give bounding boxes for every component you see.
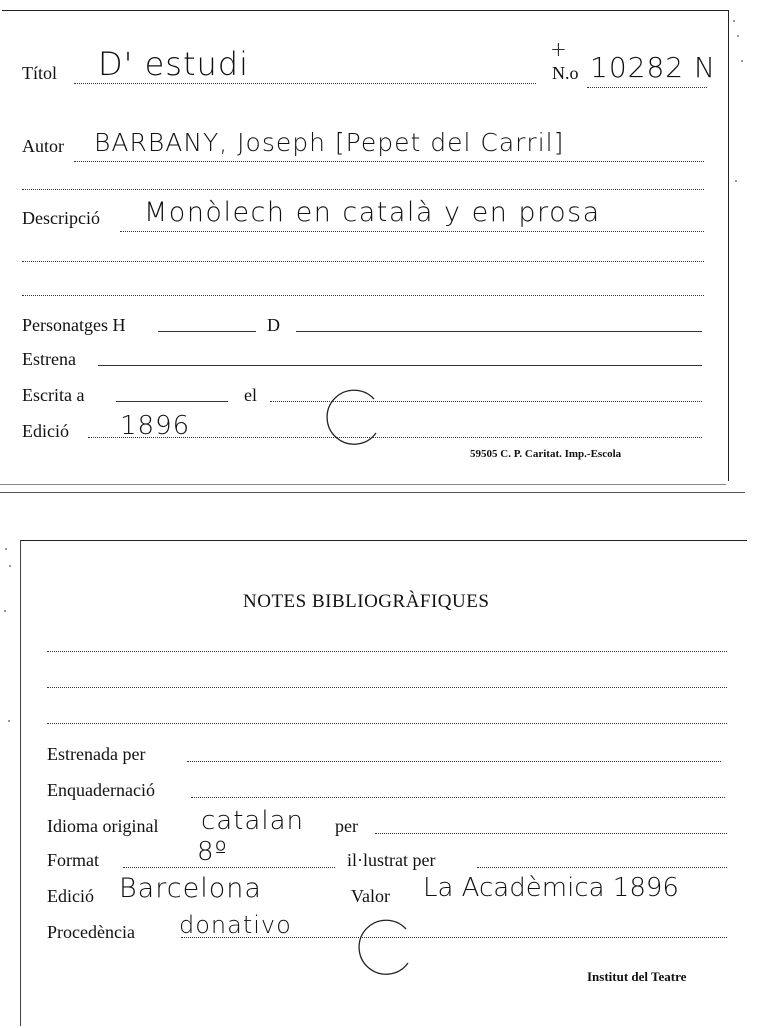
estrena-line [98, 365, 702, 366]
descripcio-line-2 [22, 261, 704, 262]
personatges-d-label: D [267, 315, 280, 335]
punch-hole-back [354, 915, 414, 979]
numero-value: 10282 N [590, 51, 716, 84]
procedencia-value: donativo [179, 911, 292, 939]
estrenada-line [187, 761, 721, 762]
idioma-per-line [375, 833, 727, 834]
card-separator-line-2 [0, 484, 726, 485]
descripcio-label: Descripció [22, 208, 100, 228]
autor-value: BARBANY, Joseph [Pepet del Carril] [94, 128, 565, 157]
idioma-value: catalan [201, 806, 304, 836]
edicio-label: Edició [22, 421, 69, 441]
back-edicio-value: Barcelona [119, 873, 262, 904]
autor-label: Autor [22, 136, 64, 156]
descripcio-line [120, 231, 704, 232]
card-separator-line [0, 492, 745, 493]
cross-mark: + [550, 37, 568, 61]
procedencia-line [181, 937, 727, 938]
printer-credit: 59505 C. P. Caritat. Imp.-Escola [470, 448, 622, 460]
personatges-d-line [296, 331, 702, 332]
edicio-value: 1896 [120, 411, 191, 441]
autor-line-2 [22, 189, 704, 190]
institution-credit: Institut del Teatre [587, 969, 687, 984]
escrita-label: Escrita a [22, 385, 85, 405]
descripcio-value: Monòlech en català y en prosa [144, 197, 601, 228]
enquadernacio-line [191, 797, 725, 798]
notes-line-3 [47, 723, 727, 724]
procedencia-label: Procedència [47, 922, 135, 942]
estrenada-label: Estrenada per [47, 744, 146, 764]
personatges-label: Personatges H [22, 315, 126, 335]
titol-line [74, 83, 536, 84]
catalog-card-front [2, 10, 729, 481]
descripcio-line-3 [22, 295, 704, 296]
catalog-card-back [20, 540, 747, 1026]
titol-value: D' estudi [98, 45, 249, 83]
format-label: Format [47, 850, 99, 870]
idioma-label: Idioma original [47, 816, 159, 836]
notes-heading: NOTES BIBLIOGRÀFIQUES [243, 591, 490, 612]
notes-line-1 [47, 651, 727, 652]
back-edicio-label: Edició [47, 886, 94, 906]
escrita-el-label: el [244, 385, 257, 405]
escrita-line [116, 401, 228, 402]
estrena-label: Estrena [22, 349, 76, 369]
personatges-h-line [158, 331, 256, 332]
illustrat-line [477, 867, 727, 868]
valor-value: La Acadèmica 1896 [423, 873, 679, 903]
format-value: 8º [197, 837, 228, 867]
autor-line [74, 161, 704, 162]
valor-label: Valor [351, 886, 390, 906]
numero-line [587, 87, 707, 88]
numero-label: N.o [552, 63, 579, 83]
format-line [123, 867, 335, 868]
titol-label: Títol [22, 63, 57, 83]
idioma-per-label: per [335, 816, 358, 836]
enquadernacio-label: Enquadernació [47, 780, 155, 800]
punch-hole [324, 385, 384, 449]
notes-line-2 [47, 687, 727, 688]
illustrat-label: il·lustrat per [347, 850, 436, 870]
